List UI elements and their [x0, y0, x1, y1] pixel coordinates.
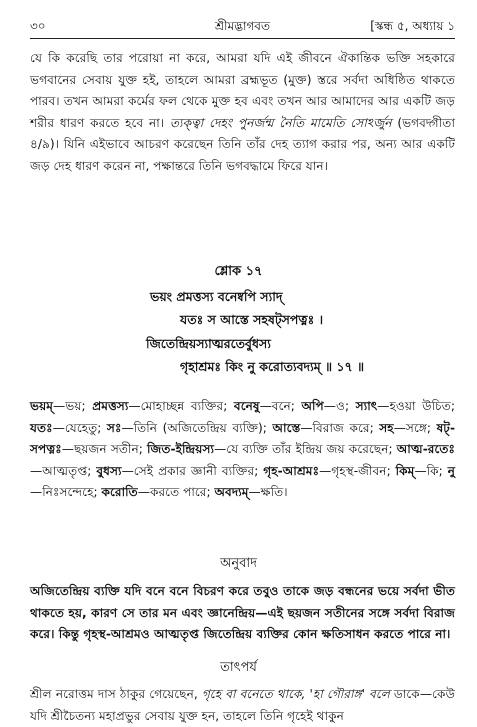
purport-heading: তাৎপর্য	[220, 660, 257, 675]
synonym-word: নু	[447, 463, 455, 478]
book-title: শ্রীমদ্ভাগবত	[214, 19, 270, 33]
synonym-meaning: —ভয়;	[53, 399, 93, 413]
purport-lead: শ্রীল নরোত্তম দাস ঠাকুর গেয়েছেন,	[30, 687, 198, 701]
verse-line-2: যতঃ স আস্তে সহষট্সপত্নঃ ।	[180, 312, 324, 327]
synonym-meaning: —গৃহস্থ-জীবন;	[319, 463, 396, 478]
synonym-word: ভয়ম্	[30, 399, 54, 413]
page-number: ৩০	[30, 19, 46, 33]
synonym-word: সহ	[379, 420, 394, 435]
synonym-meaning: —আত্মতৃপ্ত;	[30, 463, 97, 478]
synonym-word: ষট্-সপত্নঃ	[30, 420, 455, 456]
translation-text: অজিতেন্দ্রিয় ব্যক্তি যদি বনে বনে বিচরণ করে তবুও তাকে জড় বন্ধনের ভয়ে সর্বদা ভীত থাকতে হয়, কারণ সে তার মন এবং জ্ঞানেন্দ্রিয়—এই ছয়জন সতীনের সঙ্গে সর্বদা বিরাজ করে। কিন্তু গৃহস্থ-আশ্রমও আত্মতৃপ্ত জিতেন্দ্রিয় ব্যক্তির কোন ক্ষতিসাধন করতে পারে না।	[30, 584, 455, 641]
synonym-meaning: —বিরাজ করে;	[300, 420, 380, 435]
continued-purport-paragraph	[30, 48, 455, 177]
synonym-meaning: —কি;	[414, 463, 448, 478]
synonym-word: অপি	[301, 399, 324, 413]
synonym-word: প্রমত্তস্য	[92, 399, 129, 413]
synonym-word: আত্ম-রতেঃ	[396, 442, 455, 456]
synonym-meaning: —ছয়জন সতীন;	[61, 442, 148, 456]
paragraph-tail: যিনি এইভাবে আচরণ করেছেন তিনি তাঁর দেহ ত্যাগ করার পর, অন্য আর একটি জড় দেহ ধারণ করেন না, পক্ষান্তরে তিনি ভগবদ্ধামে ফিরে যান।	[30, 137, 456, 173]
synonym-meaning: —হওয়া উচিত;	[377, 399, 455, 413]
word-synonyms	[30, 396, 455, 504]
synonym-word: আস্তে	[272, 420, 301, 435]
purport-song-quote: গৃহে বা বনেতে থাকে, 'হা গৌরাঙ্গ' বলে	[201, 687, 390, 701]
header-rule	[30, 38, 455, 39]
synonym-meaning: —যেহেতু;	[52, 420, 107, 435]
synonym-word: সঃ	[106, 420, 122, 435]
verse-heading: শ্লোক ১৭	[214, 264, 263, 279]
synonym-word: বনেষু	[233, 399, 260, 413]
synonym-meaning: —সঙ্গে;	[393, 420, 437, 435]
gita-quote: ত্যক্ত্বা দেহং পুনর্জন্ম নৈতি মামেতি সোঽর্জুন	[169, 115, 392, 130]
synonym-meaning: —তিনি (অজিতেন্দ্রিয় ব্যক্তি);	[121, 420, 273, 435]
synonym-word: যতঃ	[30, 420, 53, 435]
verse-line-4: গৃহাশ্রমঃ কিং নু করোত্যবদ্যম্ ॥ ১৭ ॥	[180, 359, 365, 374]
purport-text	[30, 684, 455, 727]
verse-line-3: জিতেন্দ্রিয়স্যাত্মরতের্বুধস্য	[146, 336, 271, 351]
synonym-meaning: —নিঃসন্দেহে;	[30, 485, 102, 499]
gita-reference: (ভগবদ্গীতা ৪/৯)।	[30, 115, 455, 151]
paragraph-text: যে কি করেছি তার পরোয়া না করে, আমরা যদি এই জীবনে ঐকান্তিক ভক্তি সহকারে ভগবানের সেবায় যুক্ত হই, তাহলে আমরা ব্রহ্মভূত (মুক্ত) স্তরে সর্বদা অধিষ্ঠিত থাকতে পারব। তখন আমরা কর্মের ফল থেকে মুক্ত হব এবং তখন আর আমাদের আর একটি জড় শরীর ধারণ করতে হবে না।	[30, 51, 455, 130]
synonym-word: করোতি	[101, 485, 138, 499]
synonym-word: জিত-ইন্দ্রিয়স্য	[147, 442, 215, 456]
synonym-meaning: —যে ব্যক্তি তাঁর ইন্দ্রিয় জয় করেছেন;	[214, 442, 397, 456]
synonym-meaning: —মোহাচ্ছন্ন ব্যক্তির;	[128, 399, 234, 413]
running-header	[30, 18, 455, 38]
synonym-meaning: —করতে পারে;	[137, 485, 215, 499]
synonym-word: অবদ্যম্	[214, 485, 249, 499]
synonym-word: বুধস্য	[96, 463, 122, 478]
canto-chapter: [স্কন্ধ ৫, অধ্যায় ১	[370, 19, 455, 33]
synonym-meaning: —সেই প্রকার জ্ঞানী ব্যক্তির;	[121, 463, 264, 478]
synonym-meaning: —বনে;	[259, 399, 302, 413]
verse-line-1: ভয়ং প্রমত্তস্য বনেষ্বপি স্যাদ্	[150, 289, 283, 304]
synonym-meaning: —ও;	[323, 399, 356, 413]
synonym-word: কিম্	[395, 463, 415, 478]
translation-heading: অনুবাদ	[220, 556, 257, 571]
synonym-word: গৃহ-আশ্রমঃ	[263, 463, 320, 478]
purport-rest: ডাকে—কেউ যদি শ্রীচৈতন্য মহাপ্রভুর সেবায় যুক্ত হন, তাহলে তিনি গৃহেই থাকুন	[30, 687, 455, 723]
synonym-word: স্যাৎ	[355, 399, 378, 413]
synonym-meaning: —ক্ষতি।	[248, 485, 288, 499]
